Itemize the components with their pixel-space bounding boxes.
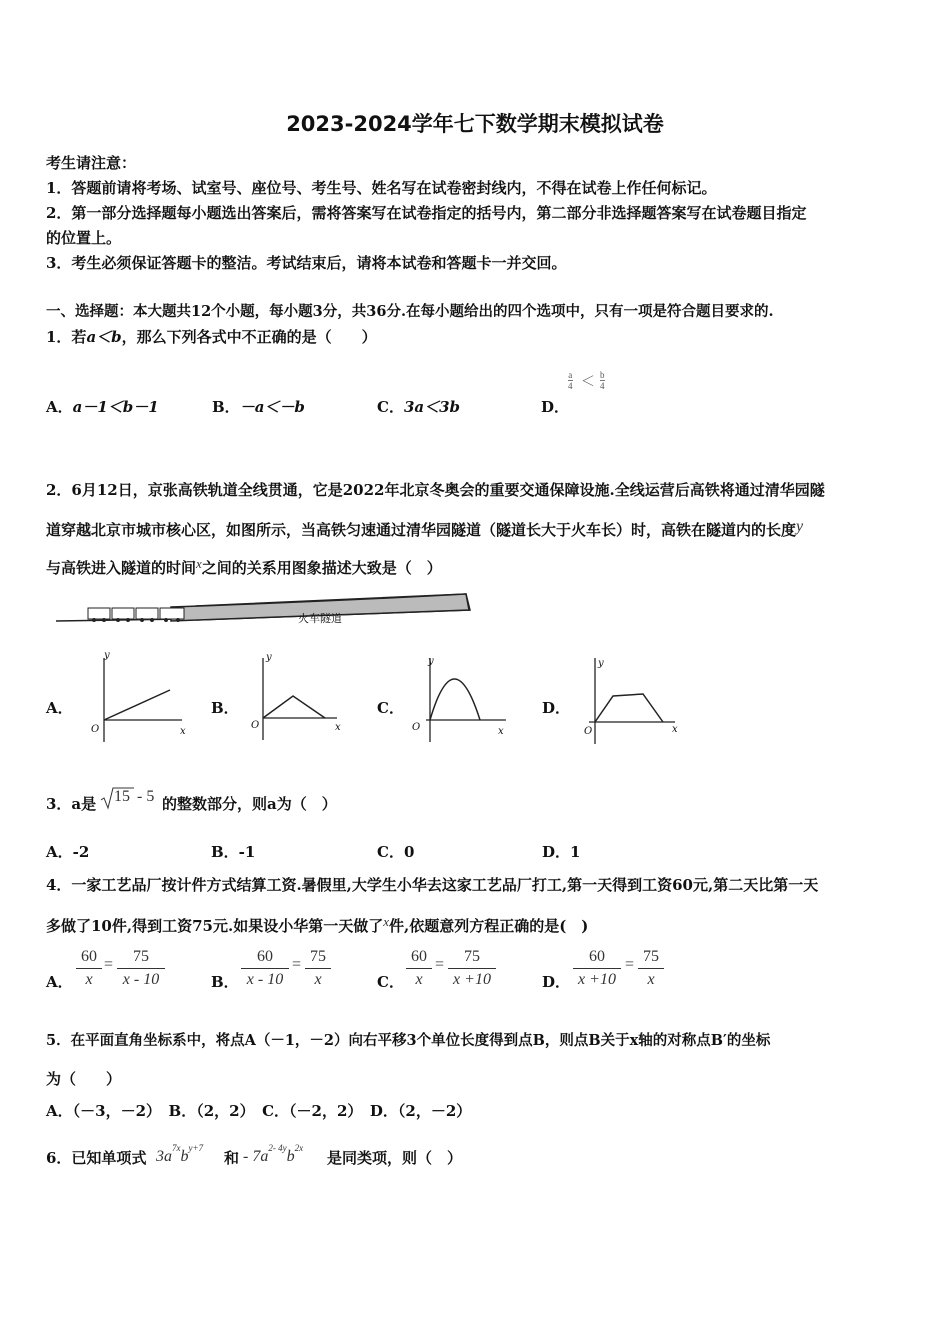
- q4-d-right-fraction: $\frac{75}{x}$: [638, 946, 664, 991]
- q2-graph-c-origin: O: [412, 722, 421, 733]
- q1-option-d: D．: [541, 398, 570, 416]
- q2-graph-a-y-label: y: [104, 650, 110, 661]
- q2-option-b: B．: [211, 699, 239, 717]
- q4-a-left-fraction: $\frac{60}{x}$: [76, 946, 102, 991]
- q2-graph-d-x-label: x: [672, 724, 678, 735]
- question-1-stem: 1．若a＜b，那么下列各式中不正确的是（ ）: [46, 328, 377, 346]
- q2-graph-a-origin: O: [91, 724, 100, 735]
- q2-graph-d-y-label: y: [598, 658, 604, 669]
- q3-option-d: D．1: [542, 843, 581, 861]
- monomial-1: $3a^{7x}b^{y+7}$: [156, 1143, 204, 1165]
- question-2-line1: 2．6月12日，京张高铁轨道全线贯通，它是2022年北京冬奥会的重要交通保障设施.全线运营后高铁将通过清华园隧: [46, 481, 825, 499]
- notice-heading: 考生请注意：: [46, 154, 137, 172]
- question-4-line2: 多做了10件,得到工资75元.如果设小华第一天做了x件,依题意列方程正确的是( ): [46, 914, 589, 935]
- q4-c-right-fraction: $\frac{75}{x +10}$: [448, 946, 496, 991]
- q1-d-fraction-b: $\frac{b}{4}$: [600, 370, 605, 391]
- q1-d-fraction-a: $\frac{a}{4}$: [568, 370, 573, 391]
- q2-graph-a-x-label: x: [180, 726, 186, 737]
- q2-graph-c-x-label: x: [498, 726, 504, 737]
- sqrt-minus-term: - 5: [137, 788, 155, 805]
- q2-graph-a: [88, 652, 188, 742]
- q4-option-d: D．: [542, 973, 571, 991]
- q2-option-d: D．: [542, 699, 571, 717]
- train-tunnel-illustration: [56, 588, 472, 628]
- q4-option-a: A．: [46, 973, 73, 991]
- notice-item: 2．第一部分选择题每小题选出答案后，需将答案写在试卷指定的括号内，第二部分非选择题答案写在试卷题目指定: [46, 204, 807, 222]
- q4-b-left-fraction: $\frac{60}{x - 10}$: [241, 946, 289, 991]
- q2-graph-d-origin: O: [584, 726, 593, 737]
- question-3-stem-rest: 的整数部分，则a为（ ）: [162, 795, 337, 813]
- sqrt-radicand: 15: [114, 788, 130, 805]
- q4-option-b: B．: [211, 973, 239, 991]
- q4-c-equals: =: [435, 956, 445, 973]
- q2-graph-b-origin: O: [251, 720, 260, 731]
- tunnel-label: 火车隧道: [298, 612, 342, 625]
- q2-graph-c-y-label: y: [428, 656, 434, 667]
- monomial-2: - $7a^{2- 4y}b^{2x}$: [243, 1143, 304, 1165]
- q4-a-equals: =: [104, 956, 114, 973]
- section-heading: 一、选择题：本大题共12个小题，每小题3分，共36分.在每小题给出的四个选项中，只有一项是符合题目要求的.: [46, 303, 774, 320]
- question-2-line2: 道穿越北京市城市核心区，如图所示，当高铁匀速通过清华园隧道（隧道长大于火车长）时，高铁在隧道内的长度y: [46, 518, 804, 539]
- q4-a-right-fraction: $\frac{75}{x - 10}$: [117, 946, 165, 991]
- notice-item: 1．答题前请将考场、试室号、座位号、考生号、姓名写在试卷密封线内，不得在试卷上作任何标记。: [46, 179, 717, 197]
- question-5-line2: 为（ ）: [46, 1070, 122, 1088]
- q4-d-left-fraction: $\frac{60}{x +10}$: [573, 946, 621, 991]
- q4-d-equals: =: [625, 956, 635, 973]
- q4-b-right-fraction: $\frac{75}{x}$: [305, 946, 331, 991]
- q3-option-a: A．-2: [46, 843, 90, 861]
- q3-option-b: B．-1: [211, 843, 256, 861]
- question-6-and: 和: [224, 1149, 240, 1167]
- q3-option-c: C．0: [377, 843, 415, 861]
- page-title: 2023-2024学年七下数学期末模拟试卷: [286, 112, 664, 136]
- question-4-line1: 4．一家工艺品厂按计件方式结算工资.暑假里,大学生小华去这家工艺品厂打工,第一天得到工资60元,第二天比第一天: [46, 876, 819, 894]
- q4-c-left-fraction: $\frac{60}{x}$: [406, 946, 432, 991]
- question-2-line3: 与高铁进入隧道的时间x之间的关系用图象描述大致是（ ）: [46, 556, 442, 577]
- question-6-stem-start: 6．已知单项式: [46, 1149, 147, 1167]
- notice-item: 的位置上。: [46, 229, 122, 247]
- q1-option-b: B．－a＜－b: [212, 398, 305, 416]
- q1-d-less-than: ＜: [581, 374, 595, 390]
- q4-option-c: C．: [377, 973, 404, 991]
- q2-option-a: A．: [46, 699, 73, 717]
- q5-options: A．（－3，－2） B．（2，2） C．（－2，2） D．（2，－2）: [46, 1102, 472, 1120]
- q1-option-a: A．a－1＜b－1: [46, 398, 159, 416]
- q1-option-c: C．3a＜3b: [377, 398, 461, 416]
- question-6-stem-end: 是同类项，则（ ）: [327, 1149, 463, 1167]
- q2-graph-b-y-label: y: [266, 652, 272, 663]
- question-5-line1: 5．在平面直角坐标系中，将点A（－1，－2）向右平移3个单位长度得到点B，则点B关于x轴的对称点B′的坐标: [46, 1032, 771, 1049]
- q2-option-c: C．: [377, 699, 404, 717]
- q2-graph-b-x-label: x: [335, 722, 341, 733]
- q4-b-equals: =: [292, 956, 302, 973]
- notice-item: 3．考生必须保证答题卡的整洁。考试结束后，请将本试卷和答题卡一并交回。: [46, 254, 567, 272]
- question-3-stem: 3．a是: [46, 795, 97, 813]
